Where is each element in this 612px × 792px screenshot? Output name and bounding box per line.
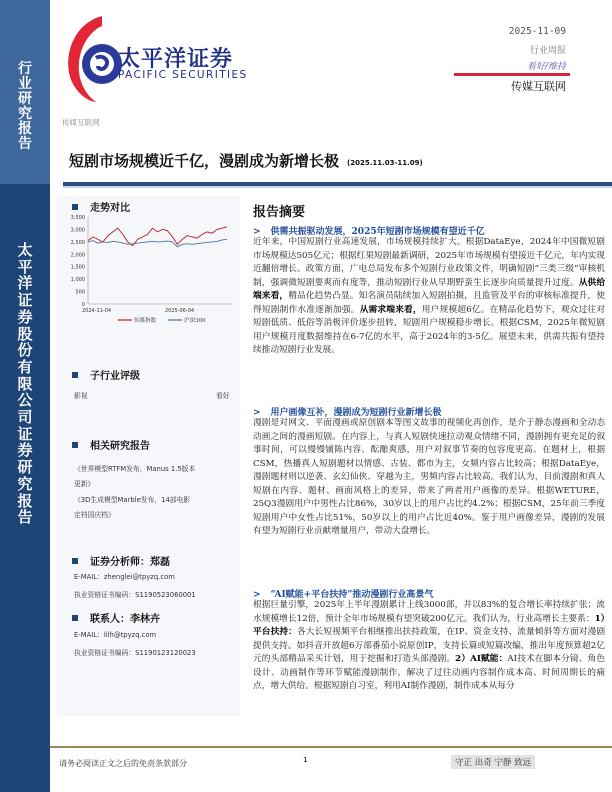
sub-rating-heading: 子行业评级 [72, 367, 140, 382]
logo-text-en: PACIFIC SECURITIES [118, 69, 248, 81]
section-heading-1: > 供需共振驱动发展，2025年短剧市场规模有望近千亿 [253, 227, 485, 237]
section-heading-3: > “AI赋能+平台扶持”推动漫剧行业高景气 [253, 590, 434, 600]
summary-heading: 报告摘要 [253, 205, 306, 220]
arrow-bullet-icon: > [253, 227, 261, 237]
bullet-square-icon [72, 204, 78, 210]
related-report-link[interactable]: 《3D生成模型Marble发布，14部电影 [74, 496, 191, 504]
logo-mark-icon [62, 14, 122, 104]
sub-rating-name: 影视 [74, 392, 88, 400]
rating-underline [454, 73, 570, 76]
trend-heading: 走势对比 [72, 199, 130, 214]
svg-text:2,500: 2,500 [70, 239, 85, 246]
footer-motto: 守正 出奇 宁静 致远 [451, 755, 535, 769]
contact-cert: 执业资格证书编码：S1190123120023 [74, 649, 196, 657]
svg-text:传媒指数: 传媒指数 [134, 318, 157, 324]
svg-text:2025-06-04: 2025-06-04 [165, 308, 195, 314]
svg-text:2,000: 2,000 [70, 252, 85, 259]
arrow-bullet-icon: > [253, 590, 261, 600]
sidebar-report-category: 行 业 研 究 报 告 [18, 61, 32, 152]
svg-text:2024-11-04: 2024-11-04 [82, 308, 112, 314]
section-body-2: 漫剧是对网文、平面漫画或原创剧本等图文故事的视频化再创作，是介于静态漫画和全动态动画之间的漫画短剧。在内容上，与真人短剧快速拉动观众情绪不同，漫剧拥有更充足的叙事时间，可以慢慢铺陈内容、酝酿爽感，用户对叙事节奏的包容度更高。在题材上，根据CSM，热播真人短剧题材以情感、古装、都市为主，女频内容占比较高；根据DataEye，漫剧题材则以逆袭、玄幻仙侠、穿越为主，男频内容占比较高。我们认为，目前漫剧和真人短剧在内容、题材、画面风格上的差异，带来了两者用户画像的差异。根据WETURE，25Q3漫剧用户中男性占比86%，30岁以上的用户占比约4.2%；根据CSM，25年前三季度短剧用户中女性占比51%，50岁以上的用户占比近40%。鉴于用户画像差异，漫剧的发展有望为短剧行业贡献增量用户，带动大盘增长。 [253, 418, 605, 536]
sub-rating-value: 看好 [216, 392, 230, 400]
title-period: (2025.11.03-11.09) [347, 159, 423, 167]
line-chart [60, 211, 240, 326]
svg-text:3,000: 3,000 [70, 227, 85, 234]
report-type: 行业周报 [529, 46, 566, 56]
arrow-bullet-icon: > [253, 408, 261, 418]
contact-heading: 联系人：李林卉 [72, 610, 160, 625]
section-body-1: 近年来，中国短剧行业高速发展，市场规模持续扩大。根据DataEye，2024年中国微短剧市场规模达505亿元；根据红果短剧最新调研，2025年市场规模有望接近千亿元，年内实现近翻倍增长。政策方面，广电总局发布多个短剧行业政策文件，明确短剧“三类三级”审核机制，强调微短剧要爽而有度等，推动短剧行业从早期野蛮生长逐步向质量提升过度。从供给端来看，精品化趋势凸显。知名演员陆续加入短剧拍摄，且监管及平台的审核标准提升，使得短剧制作水准逐渐加强。从需求端来看，用户规模超6亿。在精品化趋势下，观众过往对短剧低质、低俗等消极评价逐步扭转，短剧用户规模稳步增长。根据CSM，2025年微短剧用户规模月度数据维持在6-7亿的水平，高于2024年的3-5亿。展望未来，供需共振有望持续推动短剧行业发展。 [253, 237, 606, 355]
section-body-3: 根据巨量引擎，2025年上半年漫剧累计上线3000部，并以83%的复合增长率持续扩张；流水规模增长12倍，预计全年市场规模有望突破200亿元。我们认为，行业高增长主要系：1）平台扶持：各大长短视频平台相继推出扶持政策，在IP、资金支持、流量倾斜等方面对漫剧提供支持。如抖音开放超6万部番茄小说原创IP，支持长篇或短篇改编，推出年度预算超2亿元的头部精品采买计划，用于挖掘和打造头部漫剧。2）AI赋能：AI技术在脚本分镜、角色设计、动画制作等环节赋能漫剧制作，解决了过往动画内容制作成本高、时间周期长的痛点，增大供给。根据短剧自习室，利用AI制作漫剧，制作成本从每分 [253, 600, 605, 691]
footer-divider [50, 746, 612, 748]
related-report-link[interactable]: 《世界模型RTFM发布，Manus 1.5版本 [74, 465, 196, 473]
analyst-cert: 执业资格证书编码：S1190523060001 [74, 591, 196, 599]
trend-chart [60, 211, 240, 326]
analyst-heading: 证券分析师：郑磊 [72, 553, 170, 568]
svg-text:3,500: 3,500 [70, 215, 85, 221]
analyst-email[interactable]: E-MAIL：zhenglei@tpyzq.com [74, 573, 175, 581]
logo-text-cn: 太平洋证券 [118, 47, 234, 72]
section-heading-2: > 用户画像互补，漫剧成为短剧行业新增长极 [253, 408, 442, 418]
bullet-square-icon [72, 558, 78, 564]
bullet-square-icon [72, 615, 78, 621]
related-reports-heading: 相关研究报告 [72, 437, 150, 452]
breadcrumb: 传媒互联网 [62, 118, 100, 127]
page-number: 1 [303, 756, 308, 764]
svg-text:0: 0 [81, 302, 85, 308]
sidebar-company-name: 太 平 洋 证 券 股 份 有 限 公 司 证 券 研 究 报 告 [17, 241, 33, 527]
industry-name: 传媒互联网 [511, 80, 566, 93]
contact-email[interactable]: E-MAIL：lilh@tpyzq.com [74, 631, 157, 639]
industry-rating: 看好/维持 [526, 62, 566, 72]
report-date: 2025-11-09 [508, 26, 566, 37]
svg-text:1,500: 1,500 [70, 264, 85, 271]
page-title [69, 150, 423, 171]
bullet-square-icon [72, 372, 78, 378]
svg-text:500: 500 [75, 289, 85, 296]
related-report-link[interactable]: 定档国庆档》 [74, 511, 115, 519]
title-divider-shadow [63, 186, 612, 188]
title-main: 短剧市场规模近千亿，漫剧成为新增长极 [69, 152, 340, 170]
svg-text:1,000: 1,000 [70, 277, 85, 284]
related-report-link[interactable]: 更新》 [74, 480, 95, 488]
bullet-square-icon [72, 442, 78, 448]
footer-disclaimer: 请务必阅读正文之后的免责条款部分 [59, 759, 187, 768]
svg-text:沪深300: 沪深300 [184, 318, 206, 324]
